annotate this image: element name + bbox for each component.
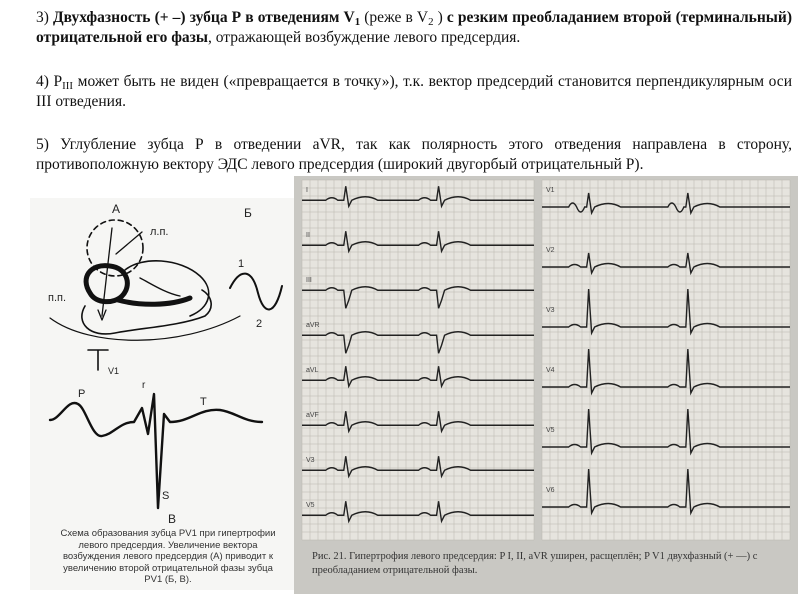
p3-tail: , отражающей возбуждение левого предсердия. — [208, 29, 521, 46]
ecg-strips — [294, 176, 798, 546]
scheme-label-2: 2 — [256, 318, 263, 330]
ecg-lead-label: V3 — [306, 457, 315, 464]
p3-sub-1: 1 — [354, 16, 361, 28]
p4-tail: может быть не виден («превращается в точку»), т.к. вектор предсердий становится перпендикулярным оси III отведения. — [36, 73, 792, 110]
ecg-lead-label: aVL — [306, 367, 319, 374]
ecg-lead-label: I — [306, 187, 308, 194]
scheme-label-t: T — [200, 396, 207, 408]
scheme-label-right-atrium: п.п. — [48, 292, 67, 304]
ecg-lead-label: V6 — [546, 487, 555, 494]
p3-number: 3) — [36, 9, 54, 26]
p4-sub: III — [62, 80, 74, 92]
scheme-label-r: r — [142, 380, 146, 391]
scheme-label-p: P — [78, 388, 86, 400]
ecg-caption: Рис. 21. Гипертрофия левого предсердия: P I, II, aVR уширен, расщеплён; P V1 двухфазный (+ —) с преобладанием отрицательной фазы. — [312, 551, 758, 576]
ecg-lead-label: V3 — [546, 307, 555, 314]
ecg-grid-panel — [302, 180, 534, 540]
ecg-lead-label: V4 — [546, 367, 555, 374]
scheme-label-left-atrium: л.п. — [150, 226, 169, 238]
ecg-lead-label: aVR — [306, 322, 320, 329]
scheme-label-a: А — [112, 202, 121, 216]
ecg-photo-figure — [294, 176, 798, 594]
ecg-lead-label: II — [306, 232, 310, 239]
ecg-lead-label: V2 — [546, 247, 555, 254]
p-wave-scheme-figure — [30, 198, 294, 590]
ecg-lead-label: V1 — [546, 187, 555, 194]
p3-mid: (реже в V — [360, 9, 429, 26]
ecg-grid-panel — [542, 180, 790, 540]
ecg-lead-label: V5 — [546, 427, 555, 434]
p3-sub-2: 2 — [428, 16, 434, 28]
p4-lead: 4) Р — [36, 73, 63, 90]
p5-text: 5) Углубление зубца Р в отведении аVR, так как полярность этого отведения направлена в сторону, противоположную вектору ЭДС левого предсердия (широкий двугорбый отрицательный Р). — [36, 136, 792, 173]
p3-bold-emphasis: с резким преобладанием второй (терминальный) отрицательной его фазы — [36, 9, 792, 46]
scheme-caption: Схема образования зубца PV1 при гипертрофии левого предсердия. Увеличение вектора возбуждения левого предсердия (А) приводит к увеличению второй отрицательной фазы зубца PV1 (Б, В). — [60, 528, 276, 585]
scheme-label-1: 1 — [238, 258, 245, 270]
scheme-label-s: S — [162, 490, 170, 502]
p3-mid2: ) — [433, 9, 447, 26]
scheme-label-v: В — [168, 512, 177, 526]
ecg-lead-label: V5 — [306, 502, 315, 509]
scheme-label-v1: V1 — [108, 366, 120, 376]
scheme-label-b: Б — [244, 206, 252, 220]
paragraph-p-iii — [36, 72, 792, 112]
paragraph-biphasic-p — [36, 8, 792, 48]
ecg-lead-label: aVF — [306, 412, 319, 419]
ecg-lead-label: III — [306, 277, 312, 284]
paragraph-avr — [36, 135, 792, 175]
p3-bold-lead: Двухфазность (+ –) зубца Р в отведениям V — [53, 9, 355, 26]
